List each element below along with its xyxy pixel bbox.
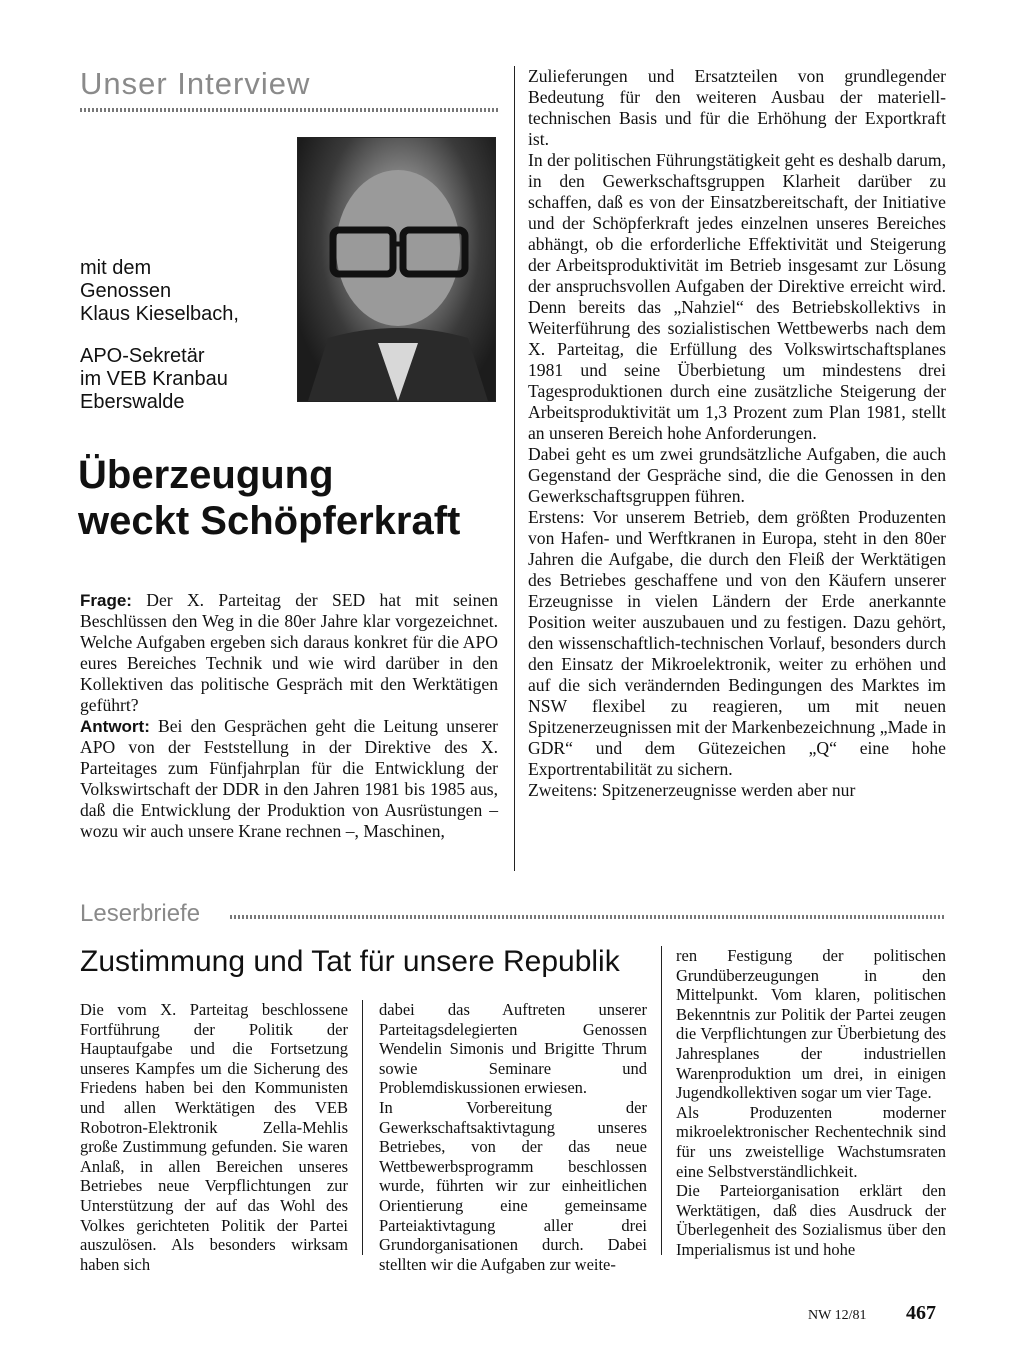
column-divider [514, 66, 515, 871]
paragraph: Dabei geht es um zwei grundsätzliche Aufgaben, die auch Gegenstand der Gespräche sind, die die Genossen in den Gewerkschaftsgruppen führen. [528, 444, 946, 506]
letters-section-header: Leserbriefe [80, 900, 201, 927]
interview-headline [78, 452, 460, 544]
paragraph: In Vorbereitung der Gewerkschaftsaktivtagung unseres Betriebes, von der das neue Wettbewerbsprogramm beschlossen wurde, führten wir zur einheitlichen Orientierung eine gemeinsame Parteiaktivtagung aller drei Grundorganisationen durch. Dabei stellten wir die Aufgaben zur weite- [379, 1097, 647, 1274]
letters-headline: Zustimmung und Tat für unsere Republik [80, 945, 620, 978]
portrait-drawing [298, 138, 495, 401]
subtitle-line: APO-Sekretär [80, 345, 205, 367]
column-divider [661, 946, 662, 1255]
letters-column-1 [80, 1000, 348, 1274]
subtitle-line: Genossen [80, 280, 172, 302]
subtitle-line: mit dem [80, 257, 152, 279]
subtitle-line: im VEB Kranbau [80, 368, 228, 390]
interview-subtitle [80, 257, 239, 414]
paragraph: In der politischen Führungstätigkeit geht es deshalb darum, in den Gewerkschaftsgruppen Klarheit darüber zu schaffen, daß es von der Einsatzbereitschaft, der Initiative und der Schöpferkraft jedes einzelnen unseres Bereiches abhängt, ob die erforderliche Effektivität und Steigerung der Arbeitsproduktivität im Betrieb insgesamt zur Lösung der anspruchsvollen Aufgaben der Direktive erreicht wird. Denn bereits das „Nahziel“ des Betriebskollektivs in Weiterführung des sozialistischen Wettbewerbs nach dem X. Parteitag, die Erfüllung des Volkswirtschaftsplanes 1981 und seine Überbietung um mindestens drei Tagesproduktionen durch eine zusätzliche Steigerung der Arbeitsproduktivität um 1,3 Prozent zum Plan 1981, stellt an unseren Bereich hohe Anforderungen. [528, 150, 946, 443]
question-paragraph [80, 590, 498, 716]
interview-body-left [80, 590, 498, 842]
answer-paragraph [80, 716, 498, 842]
letters-column-3 [676, 946, 946, 1260]
page-number: 467 [906, 1302, 936, 1324]
headline-line: weckt Schöpferkraft [78, 499, 461, 543]
paragraph: Zulieferungen und Ersatzteilen von grundlegender Bedeutung für den weiteren Ausbau der materiell-technischen Basis und für die Erhöhung der Exportkraft ist. [528, 66, 946, 149]
column-divider [362, 1000, 363, 1255]
answer-text: Bei den Gesprächen geht die Leitung unserer APO von der Feststellung in der Direktive des X. Parteitages zum Fünfjahrplan für die Entwicklung der Volkswirtschaft der DDR in den Jahren 1981 bis 1985 aus, daß die Entwicklung der Produktion von Ausrüstungen – wozu wir auch unsere Krane rechnen –, Maschinen, [80, 716, 498, 841]
paragraph: Erstens: Vor unserem Betrieb, dem größten Produzenten von Hafen- und Werftkranen in Europa, steht in den 80er Jahren die Aufgabe, die durch den Fleiß der Werktätigen des Betriebes geschaffene und von den Käufern unserer Erzeugnisse in vielen Ländern der Erde anerkannte Position weiter auszubauen und zu festigen. Dazu gehört, den wissenschaftlich-technischen Vorlauf, besonders durch den Einsatz der Mikroelektronik, weiter zu erhöhen und auf die sich verändernden Bedingungen des Marktes im NSW flexibel zu reagieren, um mit neuen Spitzenerzeugnissen mit der Markenbezeichnung „Made in GDR“ und dem Gütezeichen „Q“ eine hohe Exportrentabilität zu sichern. [528, 507, 946, 779]
paragraph: dabei das Auftreten unserer Parteitagsdelegierten Genossen Wendelin Simonis und Brigitte Thrum sowie Seminare und Problemdiskussionen erwiesen. [379, 1000, 647, 1098]
answer-label: Antwort: [80, 717, 150, 736]
paragraph: ren Festigung der politischen Grundüberzeugungen in den Mittelpunkt. Vom klaren, politischen Bekenntnis zur Politik der Partei zeugen die Verpflichtungen zur Überbietung des Jahresplanes der industriellen Warenproduktion um drei, in einigen Jugendkollektiven sogar um vier Tage. [676, 946, 946, 1103]
interview-section-header: Unser Interview [80, 66, 311, 101]
question-text: Der X. Parteitag der SED hat mit seinen Beschlüssen den Weg in die 80er Jahre klar vorgezeichnet. Welche Aufgaben ergeben sich daraus konkret für die APO eures Bereiches Technik und wie wird darüber in den Kollektiven das politische Gespräch mit den Werktätigen geführt? [80, 590, 498, 715]
paragraph: Als Produzenten moderner mikroelektronischer Rechentechnik sind für uns zweistellige Wachstumsraten eine Selbstverständlichkeit. [676, 1102, 946, 1181]
letters-column-2 [379, 1000, 647, 1274]
paragraph: Zweitens: Spitzenerzeugnisse werden aber nur [528, 780, 856, 800]
subtitle-line: Eberswalde [80, 391, 185, 413]
paragraph: Die Parteiorganisation erklärt den Werktätigen, daß dies Ausdruck der Überlegenheit des Sozialismus über den Imperialismus ist und hohe [676, 1181, 946, 1259]
interview-header-rule [80, 108, 498, 112]
portrait-photo [297, 137, 496, 402]
letters-header-rule [230, 915, 946, 919]
issue-label: NW 12/81 [808, 1308, 867, 1323]
headline-line: Überzeugung [78, 453, 334, 497]
paragraph: Die vom X. Parteitag beschlossene Fortführung der Politik der Hauptaufgabe und die Fortsetzung unseres Kampfes um die Sicherung des Friedens haben bei den Kommunisten und allen Werktätigen des VEB Robotron-Elektronik Zella-Mehlis große Zustimmung gefunden. Sie waren Anlaß, in allen Bereichen unseres Betriebes neue Verpflichtungen zur Unterstützung der auf das Wohl des Volkes gerichteten Politik der Partei auszulösen. Als besonders wirksam haben sich [80, 1000, 348, 1274]
interview-body-right [528, 66, 946, 801]
interviewee-name: Klaus Kieselbach, [80, 303, 239, 325]
question-label: Frage: [80, 591, 132, 610]
